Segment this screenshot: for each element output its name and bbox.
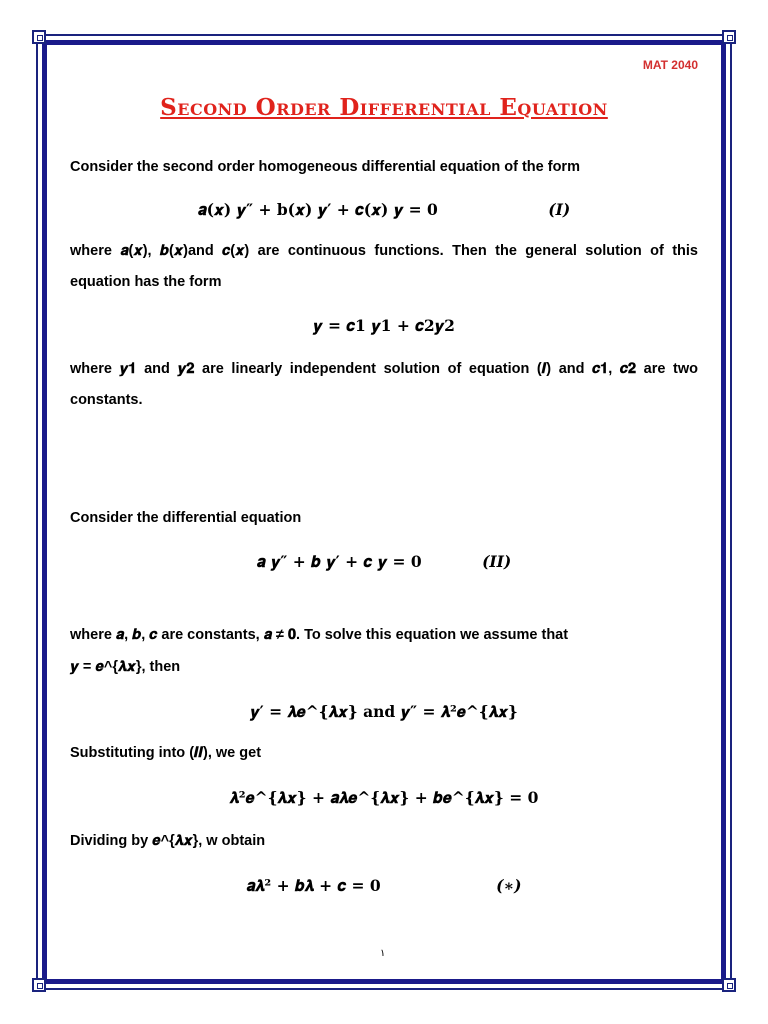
equation-5: 𝝀²𝒆^{𝝀𝒙} + 𝒂𝝀𝒆^{𝝀𝒙} + 𝒃𝒆^{𝝀𝒙} = 𝟎 bbox=[229, 788, 539, 807]
where-paragraph-2: where 𝒚𝟏 and 𝒚𝟐 are linearly independent solution of equation (𝑰) and 𝒄𝟏, 𝒄𝟐 are two constants. bbox=[70, 361, 698, 408]
equation-1-tag: (𝑰) bbox=[548, 200, 571, 219]
equation-6-tag: (∗) bbox=[496, 876, 522, 895]
intro-text: Consider the second order homogeneous differential equation of the form bbox=[70, 159, 580, 175]
equation-1-body: 𝒂(𝒙) 𝒚″ + 𝐛(𝒙) 𝒚′ + 𝒄(𝒙) 𝒚 = 𝟎 bbox=[197, 200, 438, 219]
where-paragraph-3: where 𝒂, 𝒃, 𝒄 are constants, 𝒂 ≠ 𝟎. To solve this equation we assume that bbox=[70, 627, 569, 643]
equation-2: 𝒚 = 𝒄𝟏 𝒚𝟏 + 𝒄𝟐𝒚𝟐 bbox=[313, 316, 455, 335]
where-paragraph-1: where 𝒂(𝒙), 𝒃(𝒙)and 𝒄(𝒙) are continuous functions. Then the general solution of this equation has the form bbox=[70, 243, 698, 290]
assumption-text: 𝒚 = 𝒆^{𝝀𝒙}, then bbox=[70, 659, 181, 675]
dividing-text: Dividing by 𝒆^{𝝀𝒙}, w obtain bbox=[70, 833, 266, 849]
corner-ornament bbox=[32, 30, 46, 44]
corner-ornament bbox=[722, 30, 736, 44]
equation-3 bbox=[0, 552, 768, 572]
equation-6 bbox=[0, 876, 768, 896]
corner-ornament bbox=[32, 978, 46, 992]
page-number: ١ bbox=[380, 948, 386, 959]
course-code: MAT 2040 bbox=[642, 58, 698, 72]
page-title: Second Order Differential Equation bbox=[160, 94, 608, 121]
substitution-text: Substituting into (𝑰𝑰), we get bbox=[70, 745, 262, 761]
equation-4: 𝒚′ = 𝝀𝒆^{𝝀𝒙} and 𝒚″ = 𝝀²𝒆^{𝝀𝒙} bbox=[250, 702, 518, 721]
equation-1 bbox=[0, 200, 768, 220]
equation-3-tag: (𝑰𝑰) bbox=[482, 552, 512, 571]
corner-ornament bbox=[722, 978, 736, 992]
equation-6-body: 𝒂𝝀² + 𝒃𝝀 + 𝒄 = 𝟎 bbox=[246, 876, 381, 895]
equation-3-body: 𝒂 𝒚″ + 𝒃 𝒚′ + 𝒄 𝒚 = 𝟎 bbox=[256, 552, 422, 571]
consider-text: Consider the differential equation bbox=[70, 510, 302, 526]
